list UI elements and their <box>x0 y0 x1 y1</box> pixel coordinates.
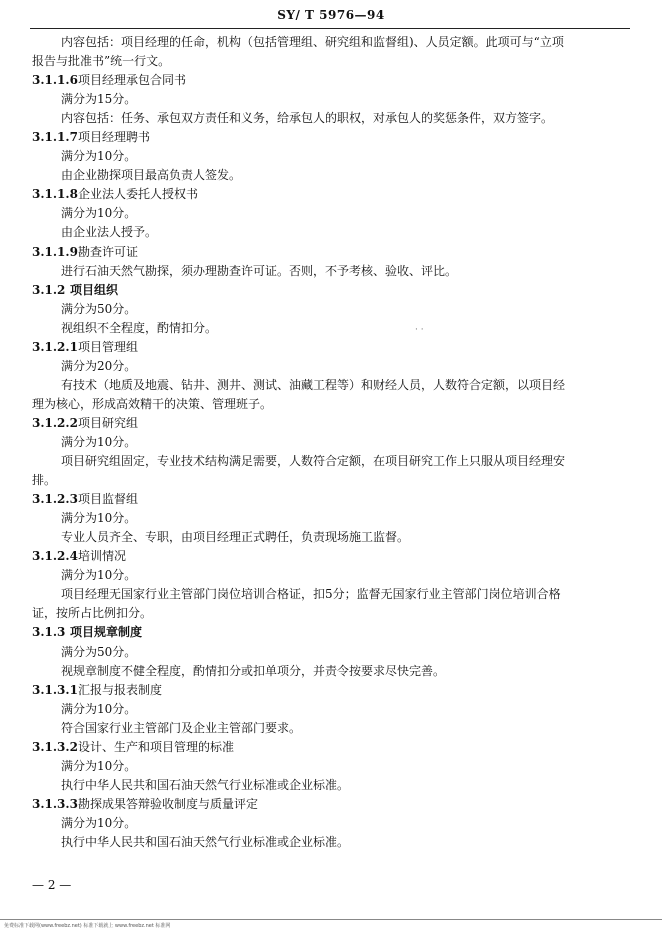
body-text-line: 项目经理无国家行业主管部门岗位培训合格证，扣5分；监督无国家行业主管部门岗位培训合格 <box>61 587 561 602</box>
body-text-line: 进行石油天然气勘探，须办理勘查许可证。否则，不予考核、验收、评比。 <box>61 263 458 278</box>
clause-number: 3.1.1.9 <box>32 244 78 259</box>
body-text-line: 满分为20分。 <box>61 358 137 373</box>
clause-title: 项目组织 <box>70 282 119 297</box>
body-text-line: 由企业勘探项目最高负责人签发。 <box>61 168 242 183</box>
clause-heading <box>32 414 630 433</box>
clause-number: 3.1.3.1 <box>32 682 78 697</box>
body-text-line: 项目研究组固定，专业技术结构满足需要，人数符合定额，在项目研究工作上只服从项目经理安 <box>61 454 566 469</box>
footer-rule <box>0 919 662 920</box>
clause-number: 3.1.2.2 <box>32 415 78 430</box>
clause-heading <box>32 547 630 566</box>
header-rule <box>30 28 630 29</box>
document-body <box>32 33 630 852</box>
clause-heading <box>32 338 630 357</box>
body-text-line: 满分为10分。 <box>61 568 137 583</box>
clause-number: 3.1.2.1 <box>32 339 78 354</box>
clause-heading <box>32 281 630 300</box>
clause-title: 汇报与报表制度 <box>78 682 163 697</box>
body-text-line: 执行中华人民共和国石油天然气行业标准或企业标准。 <box>61 834 350 849</box>
clause-number: 3.1.3.3 <box>32 796 78 811</box>
body-text-line: 内容包括：任务、承包双方责任和义务，给承包人的职权，对承包人的奖惩条件，双方签字。 <box>61 111 554 126</box>
page-number: — 2 — <box>32 878 72 892</box>
body-text-line: 满分为10分。 <box>61 206 137 221</box>
clause-title: 项目监督组 <box>78 492 139 507</box>
body-text-line: 满分为50分。 <box>61 301 137 316</box>
clause-heading <box>32 185 630 204</box>
clause-number: 3.1.2.4 <box>32 549 78 564</box>
body-text-line: 有技术（地质及地震、钻井、测井、测试、油藏工程等）和财经人员，人数符合定额，以项目经 <box>61 377 566 392</box>
body-text-line: 符合国家行业主管部门及企业主管部门要求。 <box>61 720 302 735</box>
clause-number: 3.1.1.7 <box>32 130 78 145</box>
standard-code-header: SY/ T 5976—94 <box>277 8 385 22</box>
clause-number: 3.1.2.3 <box>32 492 78 507</box>
clause-heading <box>32 128 630 147</box>
body-text-line: 排。 <box>32 473 57 488</box>
scan-speck: · · <box>415 325 424 335</box>
clause-title: 项目规章制度 <box>70 625 143 640</box>
clause-title: 项目经理聘书 <box>78 130 151 145</box>
clause-title: 项目经理承包合同书 <box>78 73 187 88</box>
clause-number: 3.1.3 <box>32 625 66 640</box>
clause-title: 培训情况 <box>78 549 127 564</box>
body-text-line: 满分为50分。 <box>61 644 137 659</box>
body-text-line: 由企业法人授予。 <box>61 225 158 240</box>
clause-number: 3.1.1.6 <box>32 73 78 88</box>
body-text-line: 专业人员齐全、专职，由项目经理正式聘任，负责现场施工监督。 <box>61 530 410 545</box>
body-text-line: 满分为10分。 <box>61 758 137 773</box>
clause-heading <box>32 623 630 642</box>
body-text-line: 报告与批准书”统一行文。 <box>32 54 171 69</box>
clause-title: 项目管理组 <box>78 339 139 354</box>
clause-number: 3.1.1.8 <box>32 187 78 202</box>
body-text-line: 执行中华人民共和国石油天然气行业标准或企业标准。 <box>61 777 350 792</box>
clause-title: 设计、生产和项目管理的标准 <box>78 739 235 754</box>
body-text-line: 视规章制度不健全程度，酌情扣分或扣单项分，并责令按要求尽快完善。 <box>61 663 446 678</box>
clause-title: 勘查许可证 <box>78 244 139 259</box>
body-text-line: 满分为10分。 <box>61 701 137 716</box>
watermark-text: 免费标准下载网(www.freebz.net) 标准下载就上 www.freebz.net 标准网 <box>4 923 171 929</box>
clause-heading <box>32 681 630 700</box>
clause-title: 企业法人委托人授权书 <box>78 187 199 202</box>
body-text-line: 证，按所占比例扣分。 <box>32 606 153 621</box>
body-text-line: 内容包括：项目经理的任命，机构（包括管理组、研究组和监督组)、人员定额。此项可与“立项 <box>61 35 564 49</box>
clause-title: 项目研究组 <box>78 415 139 430</box>
body-text-line: 满分为10分。 <box>61 815 137 830</box>
clause-number: 3.1.2 <box>32 282 66 297</box>
body-text-line: 满分为10分。 <box>61 149 137 164</box>
body-text-line: 满分为10分。 <box>61 434 137 449</box>
clause-title: 勘探成果答辩验收制度与质量评定 <box>78 796 259 811</box>
body-text-line: 满分为15分。 <box>61 92 137 107</box>
body-text-line: 理为核心，形成高效精干的决策、管理班子。 <box>32 396 273 411</box>
clause-heading <box>32 490 630 509</box>
body-text-line: 满分为10分。 <box>61 511 137 526</box>
clause-heading <box>32 738 630 757</box>
clause-heading <box>32 243 630 262</box>
clause-heading <box>32 71 630 90</box>
clause-number: 3.1.3.2 <box>32 739 78 754</box>
clause-heading <box>32 795 630 814</box>
body-text-line: 视组织不全程度，酌情扣分。 <box>61 320 218 335</box>
